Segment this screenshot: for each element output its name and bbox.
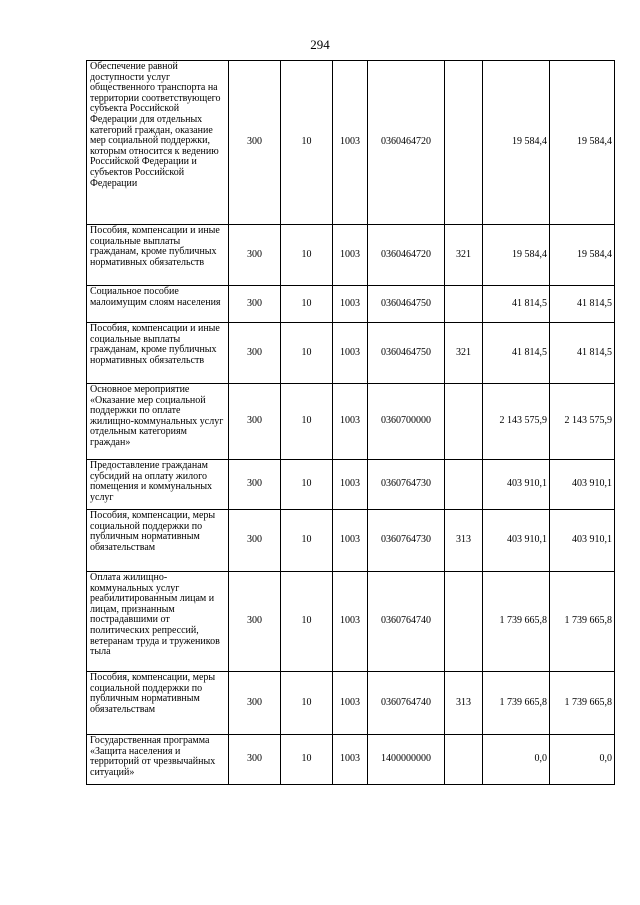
section-code: 10 bbox=[281, 672, 333, 735]
section-code: 10 bbox=[281, 225, 333, 286]
ministry-code: 300 bbox=[229, 510, 281, 572]
subsection-code: 1003 bbox=[333, 460, 368, 510]
amount-year-1: 19 584,4 bbox=[483, 225, 550, 286]
amount-year-2: 1 739 665,8 bbox=[550, 672, 615, 735]
subsection-code: 1003 bbox=[333, 61, 368, 225]
target-article: 0360464750 bbox=[368, 286, 445, 323]
ministry-code: 300 bbox=[229, 323, 281, 384]
amount-year-1: 403 910,1 bbox=[483, 460, 550, 510]
amount-year-2: 41 814,5 bbox=[550, 323, 615, 384]
expense-type bbox=[445, 61, 483, 225]
budget-table bbox=[86, 60, 615, 785]
section-code: 10 bbox=[281, 384, 333, 460]
amount-year-1: 1 739 665,8 bbox=[483, 672, 550, 735]
ministry-code: 300 bbox=[229, 384, 281, 460]
target-article: 0360464720 bbox=[368, 61, 445, 225]
subsection-code: 1003 bbox=[333, 672, 368, 735]
ministry-code: 300 bbox=[229, 735, 281, 785]
subsection-code: 1003 bbox=[333, 510, 368, 572]
page-number: 294 bbox=[310, 37, 330, 52]
table-row bbox=[87, 510, 615, 572]
table-row bbox=[87, 225, 615, 286]
row-name: Пособия, компенсации, меры социальной поддержки по публичным нормативным обязательствам bbox=[87, 510, 229, 572]
section-code: 10 bbox=[281, 286, 333, 323]
section-code: 10 bbox=[281, 735, 333, 785]
amount-year-2: 1 739 665,8 bbox=[550, 572, 615, 672]
subsection-code: 1003 bbox=[333, 384, 368, 460]
ministry-code: 300 bbox=[229, 286, 281, 323]
ministry-code: 300 bbox=[229, 460, 281, 510]
table-row bbox=[87, 61, 615, 225]
subsection-code: 1003 bbox=[333, 225, 368, 286]
amount-year-2: 19 584,4 bbox=[550, 225, 615, 286]
amount-year-1: 19 584,4 bbox=[483, 61, 550, 225]
expense-type bbox=[445, 572, 483, 672]
section-code: 10 bbox=[281, 510, 333, 572]
ministry-code: 300 bbox=[229, 225, 281, 286]
amount-year-2: 0,0 bbox=[550, 735, 615, 785]
target-article: 1400000000 bbox=[368, 735, 445, 785]
table-row bbox=[87, 460, 615, 510]
section-code: 10 bbox=[281, 323, 333, 384]
row-name: Оплата жилищно-коммунальных услуг реабилитированным лицам и лицам, признанным пострадавшими от политических репрессий, ветеранам труда и тружеников тыла bbox=[87, 572, 229, 672]
amount-year-1: 41 814,5 bbox=[483, 286, 550, 323]
row-name: Обеспечение равной доступности услуг общественного транспорта на территории соответствующего субъекта Российской Федерации для отдельных категорий граждан, оказание мер социальной поддержки, которым относится к ведению Российской Федерации и субъектов Российской Федерации bbox=[87, 61, 229, 225]
target-article: 0360764730 bbox=[368, 510, 445, 572]
amount-year-1: 403 910,1 bbox=[483, 510, 550, 572]
subsection-code: 1003 bbox=[333, 323, 368, 384]
row-name: Пособия, компенсации, меры социальной поддержки по публичным нормативным обязательствам bbox=[87, 672, 229, 735]
subsection-code: 1003 bbox=[333, 286, 368, 323]
table-row bbox=[87, 286, 615, 323]
expense-type bbox=[445, 460, 483, 510]
amount-year-2: 19 584,4 bbox=[550, 61, 615, 225]
target-article: 0360764740 bbox=[368, 572, 445, 672]
expense-type: 321 bbox=[445, 323, 483, 384]
table-row bbox=[87, 735, 615, 785]
row-name: Государственная программа «Защита населения и территорий от чрезвычайных ситуаций» bbox=[87, 735, 229, 785]
row-name: Основное мероприятие «Оказание мер социальной поддержки по оплате жилищно-коммунальных услуг отдельным категориям граждан» bbox=[87, 384, 229, 460]
target-article: 0360764730 bbox=[368, 460, 445, 510]
row-name: Пособия, компенсации и иные социальные выплаты гражданам, кроме публичных нормативных обязательств bbox=[87, 225, 229, 286]
expense-type bbox=[445, 384, 483, 460]
expense-type: 321 bbox=[445, 225, 483, 286]
row-name: Пособия, компенсации и иные социальные выплаты гражданам, кроме публичных нормативных обязательств bbox=[87, 323, 229, 384]
expense-type bbox=[445, 286, 483, 323]
table-row bbox=[87, 572, 615, 672]
amount-year-2: 41 814,5 bbox=[550, 286, 615, 323]
amount-year-2: 2 143 575,9 bbox=[550, 384, 615, 460]
table-row bbox=[87, 384, 615, 460]
subsection-code: 1003 bbox=[333, 735, 368, 785]
amount-year-1: 1 739 665,8 bbox=[483, 572, 550, 672]
amount-year-1: 41 814,5 bbox=[483, 323, 550, 384]
amount-year-1: 0,0 bbox=[483, 735, 550, 785]
subsection-code: 1003 bbox=[333, 572, 368, 672]
target-article: 0360700000 bbox=[368, 384, 445, 460]
table-row bbox=[87, 672, 615, 735]
table-row bbox=[87, 323, 615, 384]
section-code: 10 bbox=[281, 572, 333, 672]
amount-year-2: 403 910,1 bbox=[550, 510, 615, 572]
amount-year-1: 2 143 575,9 bbox=[483, 384, 550, 460]
section-code: 10 bbox=[281, 460, 333, 510]
expense-type: 313 bbox=[445, 672, 483, 735]
expense-type: 313 bbox=[445, 510, 483, 572]
amount-year-2: 403 910,1 bbox=[550, 460, 615, 510]
ministry-code: 300 bbox=[229, 61, 281, 225]
target-article: 0360464720 bbox=[368, 225, 445, 286]
section-code: 10 bbox=[281, 61, 333, 225]
expense-type bbox=[445, 735, 483, 785]
ministry-code: 300 bbox=[229, 672, 281, 735]
target-article: 0360764740 bbox=[368, 672, 445, 735]
ministry-code: 300 bbox=[229, 572, 281, 672]
row-name: Предоставление гражданам субсидий на оплату жилого помещения и коммунальных услуг bbox=[87, 460, 229, 510]
target-article: 0360464750 bbox=[368, 323, 445, 384]
row-name: Социальное пособие малоимущим слоям населения bbox=[87, 286, 229, 323]
